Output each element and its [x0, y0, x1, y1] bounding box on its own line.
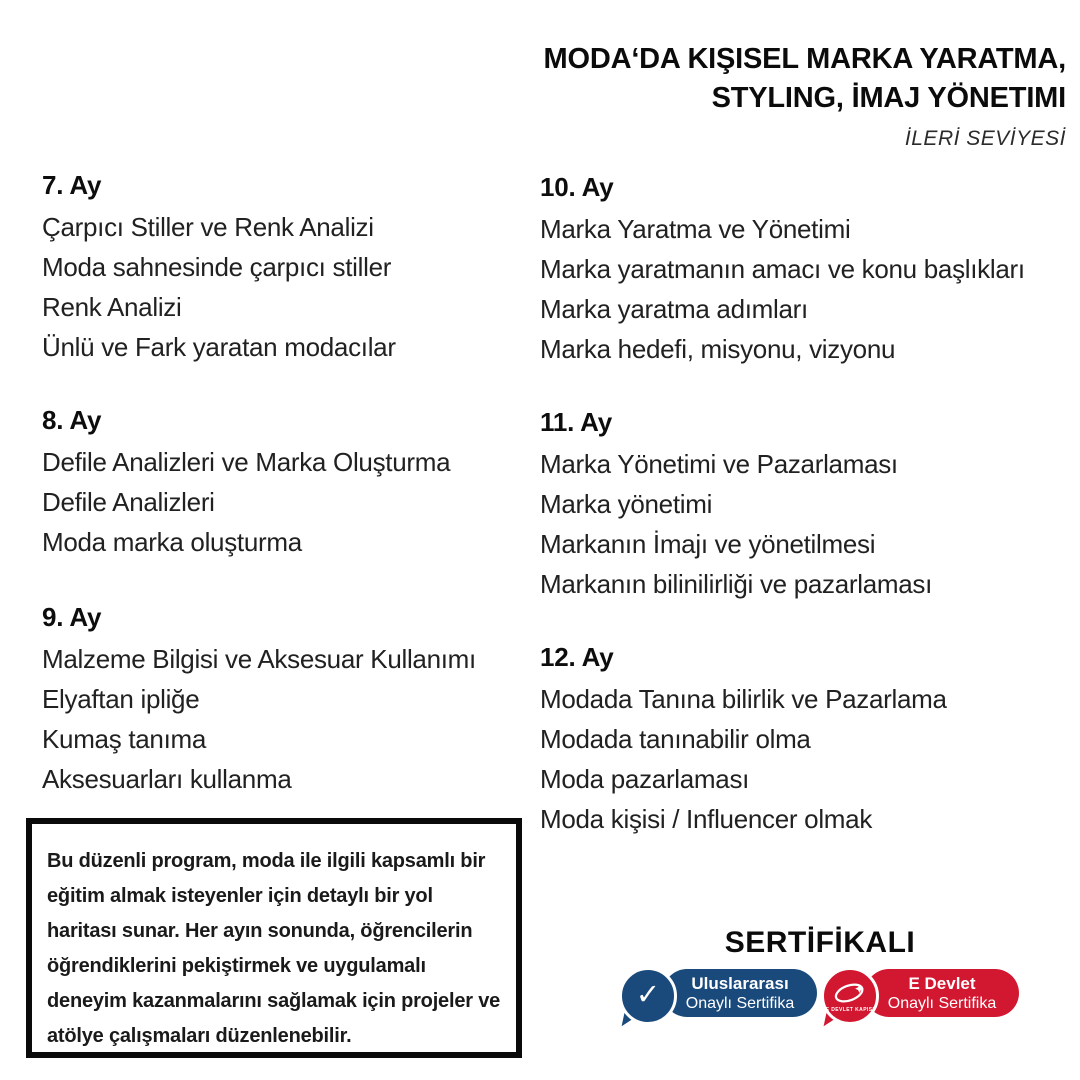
badge-label-line2: Onaylı Sertifika — [685, 994, 795, 1012]
badge-pill — [663, 969, 817, 1017]
topic-item: Markanın İmajı ve yönetilmesi — [540, 529, 876, 559]
topic-item: Marka Yaratma ve Yönetimi — [540, 214, 851, 244]
program-title-line-2: STYLING, İMAJ YÖNETIMI — [711, 82, 1066, 114]
month-section-9 — [42, 597, 476, 799]
topic-item: Moda pazarlaması — [540, 764, 750, 794]
badge-edevlet-certificate — [821, 965, 1021, 1031]
topic-item: Moda marka oluşturma — [42, 527, 302, 557]
topic-item: Marka Yönetimi ve Pazarlaması — [540, 449, 898, 479]
info-box — [26, 818, 522, 1058]
month-heading: 11. Ay — [540, 407, 613, 437]
topic-item: Modada tanınabilir olma — [540, 724, 811, 754]
topic-item: Kumaş tanıma — [42, 724, 207, 754]
topic-item: Malzeme Bilgisi ve Aksesuar Kullanımı — [42, 644, 476, 674]
month-heading: 7. Ay — [42, 170, 102, 200]
topic-item: Renk Analizi — [42, 292, 182, 322]
checkmark-glyph: ✓ — [635, 978, 661, 1011]
checkmark-icon — [619, 967, 677, 1025]
topic-item: Ünlü ve Fark yaratan modacılar — [42, 332, 396, 362]
topic-item: Çarpıcı Stiller ve Renk Analizi — [42, 212, 374, 242]
topic-item: Aksesuarları kullanma — [42, 764, 292, 794]
topic-item: Elyaftan ipliğe — [42, 684, 200, 714]
program-subtitle: İLERİ SEVİYESİ — [904, 127, 1066, 150]
month-heading: 12. Ay — [540, 642, 614, 672]
month-section-10 — [540, 167, 1025, 369]
certification-title: SERTİFİKALI — [724, 926, 916, 959]
topic-item: Defile Analizleri ve Marka Oluşturma — [42, 447, 451, 477]
info-box-text: Bu düzenli program, moda ile ilgili kapsamlı bir eğitim almak isteyenler için detaylı bir yol haritası sunar. Her ayın sonunda, öğrencilerin öğrendiklerini pekiştirmek ve uygulamalı deneyim kazanmalarını sağlamak için projeler ve atölye çalışmaları düzenlenebilir. — [47, 850, 501, 1047]
topic-item: Marka hedefi, misyonu, vizyonu — [540, 334, 896, 364]
edevlet-logo-caption: E DEVLET KAPISI — [825, 1006, 875, 1013]
topic-item: Marka yönetimi — [540, 489, 713, 519]
month-section-8 — [42, 400, 450, 562]
month-section-11 — [540, 402, 932, 604]
month-section-12 — [540, 637, 947, 839]
month-heading: 10. Ay — [540, 172, 614, 202]
edevlet-logo-icon — [821, 967, 879, 1025]
badge-label-line1: Uluslararası — [691, 973, 789, 993]
month-heading: 9. Ay — [42, 602, 102, 632]
month-section-7 — [42, 165, 396, 367]
topic-item: Modada Tanına bilirlik ve Pazarlama — [540, 684, 947, 714]
badge-international-certificate — [619, 965, 819, 1031]
topic-item: Moda sahnesinde çarpıcı stiller — [42, 252, 392, 282]
topic-item: Defile Analizleri — [42, 487, 215, 517]
badge-label-line2: Onaylı Sertifika — [887, 994, 997, 1012]
topic-item: Marka yaratma adımları — [540, 294, 808, 324]
topic-item: Moda kişisi / Influencer olmak — [540, 804, 873, 834]
month-heading: 8. Ay — [42, 405, 102, 435]
topic-item: Markanın bilinilirliği ve pazarlaması — [540, 569, 933, 599]
badge-label-line1: E Devlet — [908, 973, 976, 993]
topic-item: Marka yaratmanın amacı ve konu başlıkları — [540, 254, 1025, 284]
program-title-block — [544, 40, 1066, 151]
badge-pill — [865, 969, 1019, 1017]
program-title-line-1: MODA‘DA KIŞISEL MARKA YARATMA, — [543, 43, 1066, 75]
